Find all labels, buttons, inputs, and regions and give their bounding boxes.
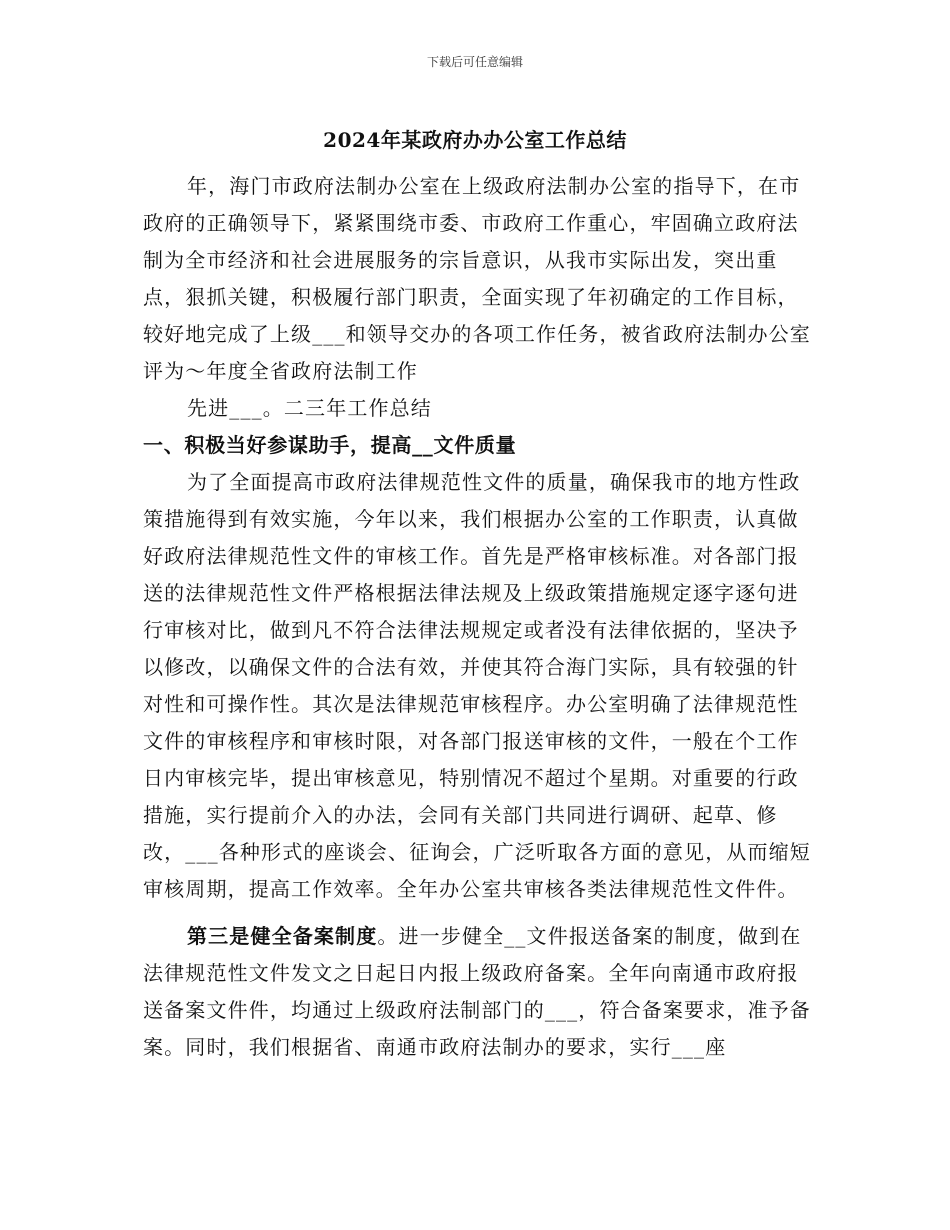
- intro-paragraph: 年，海门市政府法制办公室在上级政府法制办公室的指导下，在市政府的正确领导下，紧紧围绕市委、市政府工作重心，牢固确立政府法制为全市经济和社会进展服务的宗旨意识，从我市实际出发，突出重点，狠抓关键，积极履行部门职责，全面实现了年初确定的工作目标，较好地完成了上级___和领导交办的各项工作任务，被省政府法制办公室评为～年度全省政府法制工作: [143, 174, 811, 383]
- section-2-paragraph: [143, 918, 811, 1066]
- section-1-paragraph: 为了全面提高市政府法律规范性文件的质量，确保我市的地方性政策措施得到有效实施，今年以来，我们根据办公室的工作职责，认真做好政府法律规范性文件的审核工作。首先是严格审核标准。对各部门报送的法律规范性文件严格根据法律法规及上级政策措施规定逐字逐句进行审核对比，做到凡不符合法律法规规定或者没有法律依据的，坚决予以修改，以确保文件的合法有效，并使其符合海门实际，具有较强的针对性和可操作性。其次是法律规范审核程序。办公室明确了法律规范性文件的审核程序和审核时限，对各部门报送审核的文件，一般在个工作日内审核完毕，提出审核意见，特别情况不超过个星期。对重要的行政措施，实行提前介入的办法，会同有关部门共同进行调研、起草、修改，___各种形式的座谈会、征询会，广泛听取各方面的意见，从而缩短审核周期，提高工作效率。全年办公室共审核各类法律规范性文件件。: [143, 470, 811, 901]
- paragraph-gap: [143, 908, 811, 918]
- section-2-text: 。进一步健全__文件报送备案的制度，做到在法律规范性文件发文之日起日内报上级政府备案。全年向南通市政府报送备案文件件，均通过上级政府法制部门的___，符合备案要求，准予备案。同时，我们根据省、南通市政府法制办的要求，实行___座: [143, 924, 811, 1059]
- header-note: 下载后可任意编辑: [426, 55, 523, 69]
- document-title: 2024年某政府办办公室工作总结: [323, 128, 627, 152]
- section-1-heading-text: 一、积极当好参谋助手，提高__文件质量: [143, 433, 517, 457]
- section-2-lead: 第三是健全备案制度: [187, 924, 378, 948]
- intro-tail: 先进___。二三年工作总结: [187, 396, 432, 420]
- document-body: [143, 168, 811, 1066]
- section-1-heading: [143, 427, 811, 464]
